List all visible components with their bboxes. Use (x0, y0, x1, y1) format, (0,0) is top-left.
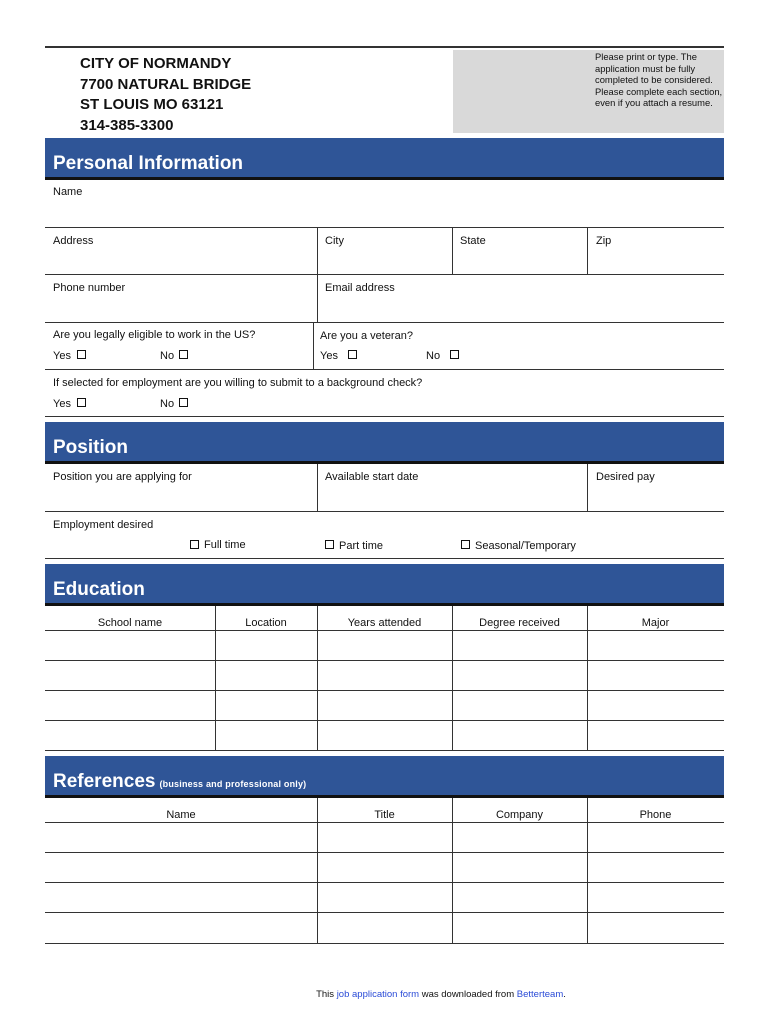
employment-desired-label: Employment desired (53, 519, 154, 531)
edu-divider-3 (452, 606, 453, 750)
ref-row-line (45, 882, 724, 883)
edu-divider-2 (317, 606, 318, 750)
edu-header-bottom (45, 630, 724, 631)
seasonal-checkbox[interactable] (461, 540, 470, 549)
organization-address (80, 54, 251, 136)
edu-row-line (45, 750, 724, 751)
start-date-label: Available start date (325, 471, 419, 483)
ref-row-line (45, 912, 724, 913)
address-row-bottom (45, 274, 724, 275)
edu-col-school: School name (97, 617, 163, 629)
employment-row-bottom (45, 558, 724, 559)
org-name: CITY OF NORMANDY (80, 55, 232, 72)
edu-col-degree: Degree received (479, 617, 560, 629)
edu-row-line (45, 660, 724, 661)
org-city: ST LOUIS MO 63121 (80, 96, 224, 113)
background-yes-checkbox[interactable] (77, 398, 86, 407)
edu-divider-1 (215, 606, 216, 750)
top-rule (45, 46, 724, 48)
position-divider-1 (317, 464, 318, 511)
ref-col-phone: Phone (639, 809, 672, 821)
footer-suffix: . (563, 989, 566, 1000)
footer (0, 989, 770, 1000)
position-divider-2 (587, 464, 588, 511)
phone-divider (317, 274, 318, 322)
ref-col-company: Company (495, 809, 544, 821)
position-applying-label: Position you are applying for (53, 471, 192, 483)
background-no-checkbox[interactable] (179, 398, 188, 407)
zip-label: Zip (596, 235, 612, 247)
section-title-position: Position (53, 437, 128, 458)
ref-divider-2 (452, 798, 453, 943)
veteran-question: Are you a veteran? (320, 330, 413, 342)
org-street: 7700 NATURAL BRIDGE (80, 75, 252, 93)
section-title-references (53, 771, 306, 793)
veteran-yes-checkbox[interactable] (348, 350, 357, 359)
state-label: State (460, 235, 486, 247)
background-question: If selected for employment are you willing to submit to a background check? (53, 377, 423, 389)
veteran-no-label: No (426, 350, 441, 362)
eligible-yes-checkbox[interactable] (77, 350, 86, 359)
background-row-bottom (45, 416, 724, 417)
address-divider-2 (452, 227, 453, 274)
city-label: City (325, 235, 344, 247)
name-row-bottom (45, 227, 724, 228)
phone-label: Phone number (53, 282, 126, 294)
ref-row-line (45, 852, 724, 853)
eligible-divider (313, 322, 314, 369)
section-header-position (45, 422, 724, 464)
ref-col-name: Name (166, 809, 196, 821)
edu-row-line (45, 720, 724, 721)
footer-middle: was downloaded from (421, 989, 515, 1000)
phone-row-bottom (45, 322, 724, 323)
veteran-yes-label: Yes (320, 350, 338, 362)
footer-link-job-form[interactable]: job application form (336, 989, 420, 1000)
ref-divider-1 (317, 798, 318, 943)
veteran-no-checkbox[interactable] (450, 350, 459, 359)
footer-link-betterteam[interactable]: Betterteam (516, 989, 564, 1000)
ref-header-bottom (45, 822, 724, 823)
edu-row-line (45, 690, 724, 691)
eligible-no-label: No (160, 350, 175, 362)
desired-pay-label: Desired pay (596, 471, 655, 483)
section-header-education (45, 564, 724, 606)
position-row-bottom (45, 511, 724, 512)
edu-col-location: Location (245, 617, 287, 629)
address-label: Address (53, 235, 94, 247)
background-no-label: No (160, 398, 175, 410)
edu-divider-4 (587, 606, 588, 750)
ref-row-line (45, 943, 724, 944)
name-label: Name (53, 186, 83, 198)
seasonal-label: Seasonal/Temporary (475, 540, 576, 552)
eligible-yes-label: Yes (53, 350, 71, 362)
email-label: Email address (325, 282, 395, 294)
part-time-label: Part time (339, 540, 384, 552)
references-title-text: References (53, 771, 156, 792)
section-header-references (45, 756, 724, 798)
section-header-personal (45, 138, 724, 180)
eligible-no-checkbox[interactable] (179, 350, 188, 359)
org-phone: 314-385-3300 (80, 116, 174, 134)
eligible-question: Are you legally eligible to work in the US? (53, 329, 256, 341)
address-divider-3 (587, 227, 588, 274)
references-subtitle: (business and professional only) (159, 779, 307, 789)
section-title-education: Education (53, 579, 145, 600)
full-time-checkbox[interactable] (190, 540, 199, 549)
footer-prefix: This (316, 989, 335, 1000)
full-time-label: Full time (204, 539, 246, 551)
edu-col-major: Major (641, 617, 670, 629)
background-yes-label: Yes (53, 398, 71, 410)
address-divider-1 (317, 227, 318, 274)
edu-col-years: Years attended (347, 617, 422, 629)
instruction-note: Please print or type. The application must be fully completed to be considered. Please complete each section, even if you attach a resume. (595, 51, 723, 109)
part-time-checkbox[interactable] (325, 540, 334, 549)
section-title-personal: Personal Information (53, 153, 244, 174)
ref-divider-3 (587, 798, 588, 943)
ref-col-title: Title (374, 809, 395, 821)
eligible-row-bottom (45, 369, 724, 370)
